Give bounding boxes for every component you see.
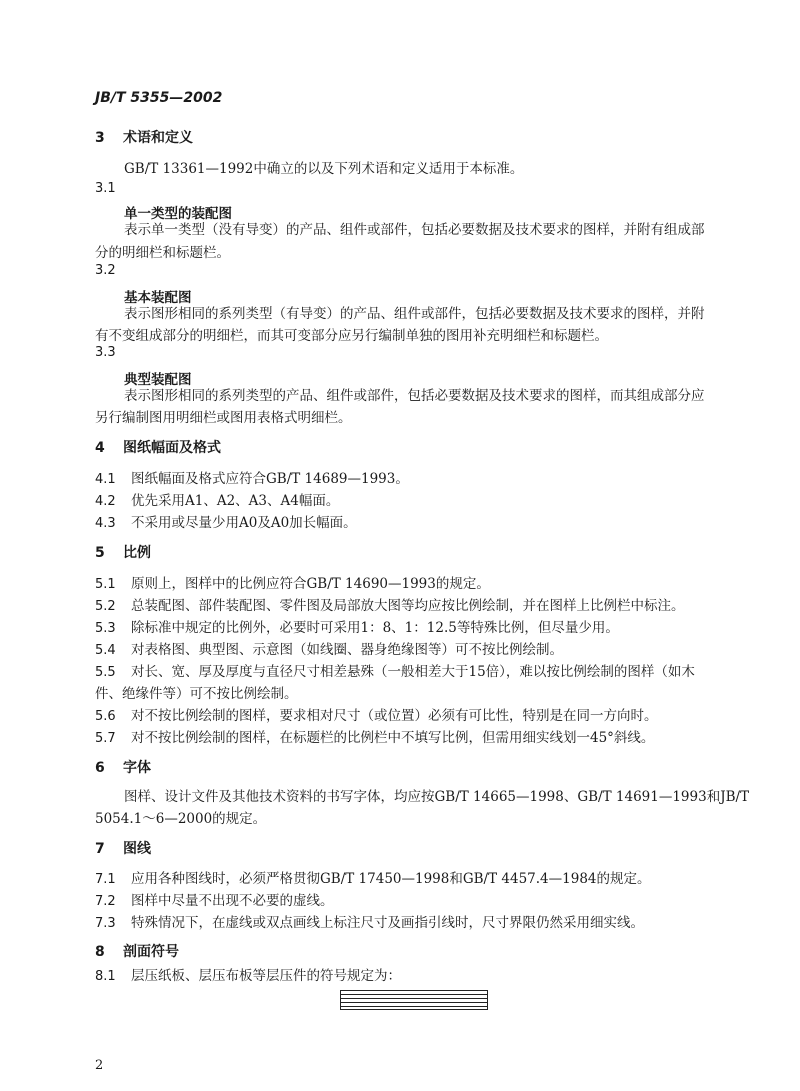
term-definition-line: 表示单一类型（没有导变）的产品、组件或部件，包括必要数据及技术要求的图样，并附有组成部 <box>124 222 705 238</box>
section-title: 图线 <box>123 841 151 857</box>
section-3-heading <box>95 127 193 147</box>
clause-item <box>95 867 651 887</box>
clause-number: 7.2 <box>95 894 116 909</box>
clause-item <box>95 572 490 592</box>
clause-number: 5.3 <box>95 621 116 636</box>
paragraph-line: 图样、设计文件及其他技术资料的书写字体，均应按GB/T 14665—1998、GB/T 14691—1993和JB/T <box>124 789 750 805</box>
term-definition-line: 分的明细栏和标题栏。 <box>95 245 230 261</box>
clause-item <box>95 489 339 509</box>
term-number: 3.1 <box>95 181 116 196</box>
term-name: 单一类型的装配图 <box>124 206 232 222</box>
term-definition-line: 有不变组成部分的明细栏，而其可变部分应另行编制单独的图用补充明细栏和标题栏。 <box>95 328 608 344</box>
section-title: 剖面符号 <box>123 944 179 960</box>
term-name: 基本装配图 <box>124 290 192 306</box>
clause-item <box>95 726 654 746</box>
section-7-heading <box>95 838 151 858</box>
section-3-intro: GB/T 13361—1992中确立的以及下列术语和定义适用于本标准。 <box>124 161 524 177</box>
clause-number: 4.1 <box>95 472 116 487</box>
laminate-section-symbol <box>340 990 488 1010</box>
clause-number: 4.2 <box>95 494 116 509</box>
hatch-line <box>341 994 487 995</box>
section-number: 3 <box>95 130 105 146</box>
clause-continuation: 件、绝缘件等）可不按比例绘制。 <box>95 686 298 702</box>
section-6-heading <box>95 757 151 777</box>
standard-code: JB/T 5355—2002 <box>95 90 223 106</box>
section-number: 6 <box>95 760 105 776</box>
section-4-heading <box>95 437 221 457</box>
clause-number: 5.4 <box>95 643 116 658</box>
clause-item <box>95 704 658 724</box>
clause-item <box>95 467 409 487</box>
section-number: 7 <box>95 841 105 857</box>
clause-item <box>95 660 695 680</box>
page-number: 2 <box>95 1058 104 1073</box>
clause-text: 总装配图、部件装配图、零件图及局部放大图等均应按比例绘制，并在图样上比例栏中标注。 <box>131 598 685 614</box>
clause-number: 7.3 <box>95 916 116 931</box>
clause-item <box>95 594 685 614</box>
section-title: 术语和定义 <box>123 130 193 146</box>
clause-number: 5.1 <box>95 577 116 592</box>
clause-text: 图样中尽量不出现不必要的虚线。 <box>131 893 334 909</box>
clause-text: 除标准中规定的比例外，必要时可采用1：8、1：12.5等特殊比例，但尽量少用。 <box>131 620 619 636</box>
clause-text: 对长、宽、厚及厚度与直径尺寸相差悬殊（一般相差大于15倍），难以按比例绘制的图样（如木 <box>131 664 695 680</box>
section-title: 图纸幅面及格式 <box>123 440 221 456</box>
section-number: 8 <box>95 944 105 960</box>
section-5-heading <box>95 542 151 562</box>
term-number: 3.2 <box>95 263 116 278</box>
clause-text: 层压纸板、层压布板等层压件的符号规定为： <box>131 968 401 984</box>
clause-text: 对表格图、典型图、示意图（如线圈、器身绝缘图等）可不按比例绘制。 <box>131 642 563 658</box>
hatch-line <box>341 998 487 999</box>
clause-item <box>95 638 563 658</box>
term-name: 典型装配图 <box>124 372 192 388</box>
clause-text: 原则上，图样中的比例应符合GB/T 14690—1993的规定。 <box>131 576 490 592</box>
clause-text: 对不按比例绘制的图样，要求相对尺寸（或位置）必须有可比性，特别是在同一方向时。 <box>131 708 658 724</box>
term-number: 3.3 <box>95 345 116 360</box>
section-title: 比例 <box>123 545 151 561</box>
clause-item <box>95 889 334 909</box>
clause-text: 应用各种图线时，必须严格贯彻GB/T 17450—1998和GB/T 4457.4—1984的规定。 <box>131 871 651 887</box>
section-number: 5 <box>95 545 105 561</box>
clause-number: 8.1 <box>95 969 116 984</box>
clause-text: 不采用或尽量少用A0及A0加长幅面。 <box>131 515 357 531</box>
term-definition-line: 另行编制图用明细栏或图用表格式明细栏。 <box>95 410 352 426</box>
clause-number: 4.3 <box>95 516 116 531</box>
clause-number: 5.7 <box>95 731 116 746</box>
section-8-heading <box>95 941 179 961</box>
hatch-line <box>341 1002 487 1003</box>
section-title: 字体 <box>123 760 151 776</box>
clause-item <box>95 511 357 531</box>
term-definition-line: 表示图形相同的系列类型的产品、组件或部件，包括必要数据及技术要求的图样，而其组成部分应 <box>124 388 705 404</box>
hatch-line <box>341 1006 487 1007</box>
clause-item <box>95 911 644 931</box>
clause-number: 5.6 <box>95 709 116 724</box>
clause-number: 5.5 <box>95 665 116 680</box>
paragraph-line: 5054.1～6—2000的规定。 <box>95 811 267 827</box>
clause-text: 优先采用A1、A2、A3、A4幅面。 <box>131 493 340 509</box>
section-number: 4 <box>95 440 105 456</box>
clause-text: 对不按比例绘制的图样，在标题栏的比例栏中不填写比例，但需用细实线划一45°斜线。 <box>131 730 655 746</box>
clause-text: 图纸幅面及格式应符合GB/T 14689—1993。 <box>131 471 409 487</box>
clause-item <box>95 616 619 636</box>
term-definition-line: 表示图形相同的系列类型（有导变）的产品、组件或部件，包括必要数据及技术要求的图样，并附 <box>124 306 705 322</box>
clause-number: 5.2 <box>95 599 116 614</box>
clause-item <box>95 964 401 984</box>
clause-text: 特殊情况下，在虚线或双点画线上标注尺寸及画指引线时，尺寸界限仍然采用细实线。 <box>131 915 644 931</box>
clause-number: 7.1 <box>95 872 116 887</box>
